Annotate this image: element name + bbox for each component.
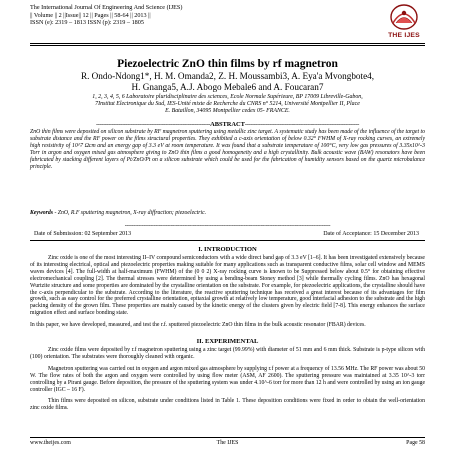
experimental-paragraph-1: Zinc oxide films were deposited by r.f magnetron sputtering using a zinc target (99.99%) with diameter of 51 mm and 6 mm thick. Substrate is p-type silicon with (100) orientation. The substrates were thoroughly cleaned with organic. (30, 347, 425, 360)
logo-emblem-icon (383, 3, 425, 31)
introduction-paragraph-1: Zinc oxide is one of the most interesting II–IV compound semiconductors with a wide direct band gap of 3.3 eV [1–6]. It has been investigated extensively because of its interesting electrical, optical and piezoelectric properties making suitable for many applications such as transparent conductive films, solar cell window and MEMS waves devices [4]. The full-width at half-maximum (FWHM) of the (0 0 2) X-ray rocking curve is known to be Suppressed below about 0.5° for obtaining effective electromechanical coupling [2]. The thermal stresses were determined by using a bending-beam Stoney method [3] while thermally cycling films. ZnO has hexagonal Wurtzite structure and some properties are dominated by the crystalline orientation on the substrate. For example, for piezoelectric applications, the crystalline should have the c-axis perpendicular to the substrate. According to the literature, the reactive sputtering technique has received a great interest because of its advantages for film growth, such as easy control for the preferred crystalline orientation, epitaxial growth at relatively low temperature, good interfacial adhesion to the substrate and the high packing density of the grown film. These properties are mainly caused by the kinetic energy of the clusters given by electric field [7-8]. This energy enhances the surface migration effect and surface bonding state. (30, 255, 425, 317)
footer-rule (30, 437, 425, 438)
date-submission: Date of Submission: 02 September 2013 (34, 231, 132, 237)
footer-journal-name: The IJES (216, 440, 239, 446)
section-heading-experimental: II. EXPERIMENTAL (196, 338, 259, 345)
journal-header (30, 4, 360, 27)
section-heading-introduction: I. INTRODUCTION (198, 246, 257, 253)
header-rule-2 (30, 45, 425, 46)
affiliation-line-1: 1, 2, 3, 4, 5, 6 Laboratoire pluridisciplinaire des sciences, Ecole Normale Supérieure, BP 17009 Libreville-Gabon, (92, 94, 363, 100)
journal-volume: || Volume || 2 ||Issue|| 12 || Pages || 58-64 || 2013 || (30, 11, 151, 19)
page-footer (30, 440, 425, 448)
keywords (30, 210, 425, 217)
keywords-label: Keywords (30, 210, 53, 216)
journal-issn: ISSN (e): 2319 – 1813 ISSN (p): 2319 – 1805 (30, 19, 144, 27)
experimental-paragraph-2: Magnetron sputtering was carried out in oxygen and argon mixed gas atmosphere by supplying r.f power at a frequency of 13.56 MHz. The RF power was about 50 W. The flow rates of both the argon and oxygen were controlled by using flow meter (ASM, AF 2600). The sputtering pressure was maintained at 3.35 10^-3 torr controlling by a Pirani gauge. Before deposition, the pressure of the sputtering system was under 4.10^-6 torr for more than 12 h and were controlled by using an ion gauge controller (IGC – 16 F). (30, 365, 425, 393)
abstract-heading-label: ABSTRACT (210, 121, 245, 128)
journal-logo (383, 3, 425, 39)
introduction-paragraph-2: In this paper, we have developed, measured, and test the r.f. sputtered piezoelectric ZnO thin films in the bulk acoustic resonator (FBAR) devices. (30, 322, 366, 329)
abstract-text: ZnO thin films were deposited on silicon substrate by RF magnetron sputtering using metallic zinc target. A systematic study has been made of the influence of the target to substrate distance and the RF power on the films structural properties. They exhibited a c-axis orientation of below 0.32° FWHM of X-ray rocking curves, an extremely high resistivity of 10^7 Ωcm and an energy gap of 3.3 eV at room temperature. It was found that a substrate temperature of 100°C, very low gas pressures of 3.35x10^-3 Torr in argon and oxygen mixed gas atmosphere giving to ZnO thin films a good homogeneity and a high crystallinity. Bulk acoustic wave (BAW) resonators have been fabricated by stacking different layers of Pt/ZnO/Pt on a silicon substrate which could be used for the fabrication of humidity sensors based on the quartz microbalance principle. (30, 129, 425, 170)
header-rule (30, 43, 425, 44)
keywords-text: - ZnO, R.F sputtering magnetron, X-ray diffraction; piezoelectric. (54, 210, 207, 216)
author-list (30, 71, 425, 93)
journal-name: The International Journal Of Engineering And Science (IJES) (30, 4, 183, 11)
authors-line-1: R. Ondo-Ndong1*, H. M. Omanda2, Z. H. Moussambi3, A. Eya'a Mvongbote4, (80, 71, 375, 81)
introduction-body (30, 255, 425, 329)
date-acceptance: Date of Acceptance: 15 December 2013 (323, 231, 419, 237)
authors-line-2: H. Gnanga5, A.J. Abogo Mebale6 and A. Foucaran7 (131, 82, 324, 92)
dates-rule (30, 240, 425, 241)
logo-text: THE IJES (388, 32, 420, 39)
affiliations (30, 94, 425, 115)
paper-title: Piezoelectric ZnO thin films by rf magnetron (117, 58, 338, 70)
footer-page-number: Page 58 (406, 440, 425, 446)
footer-website-link[interactable]: www.theijes.com (30, 440, 71, 446)
dates-separator: ------------------------------------------------------------------------------------------------------------------------- (124, 223, 331, 229)
experimental-body (30, 347, 425, 412)
experimental-paragraph-3: Thin films were deposited on silicon, substrate under conditions listed in Table 1. These deposition conditions were fixed in order to obtain the well-orientation zinc oxide films. (30, 398, 425, 412)
affiliation-line-3: E. Bataillon, 34095 Montpellier cedex 05- FRANCE. (165, 108, 290, 114)
affiliation-line-2: 7Institut Electronique du Sud, IES-Unité mixte de Recherche du CNRS n° 5214, Université Montpellier II, Place (95, 101, 360, 107)
abstract-heading: ------------------------------------------------------------------ABSTRACT------------------------------------------------------------------ (96, 121, 359, 128)
